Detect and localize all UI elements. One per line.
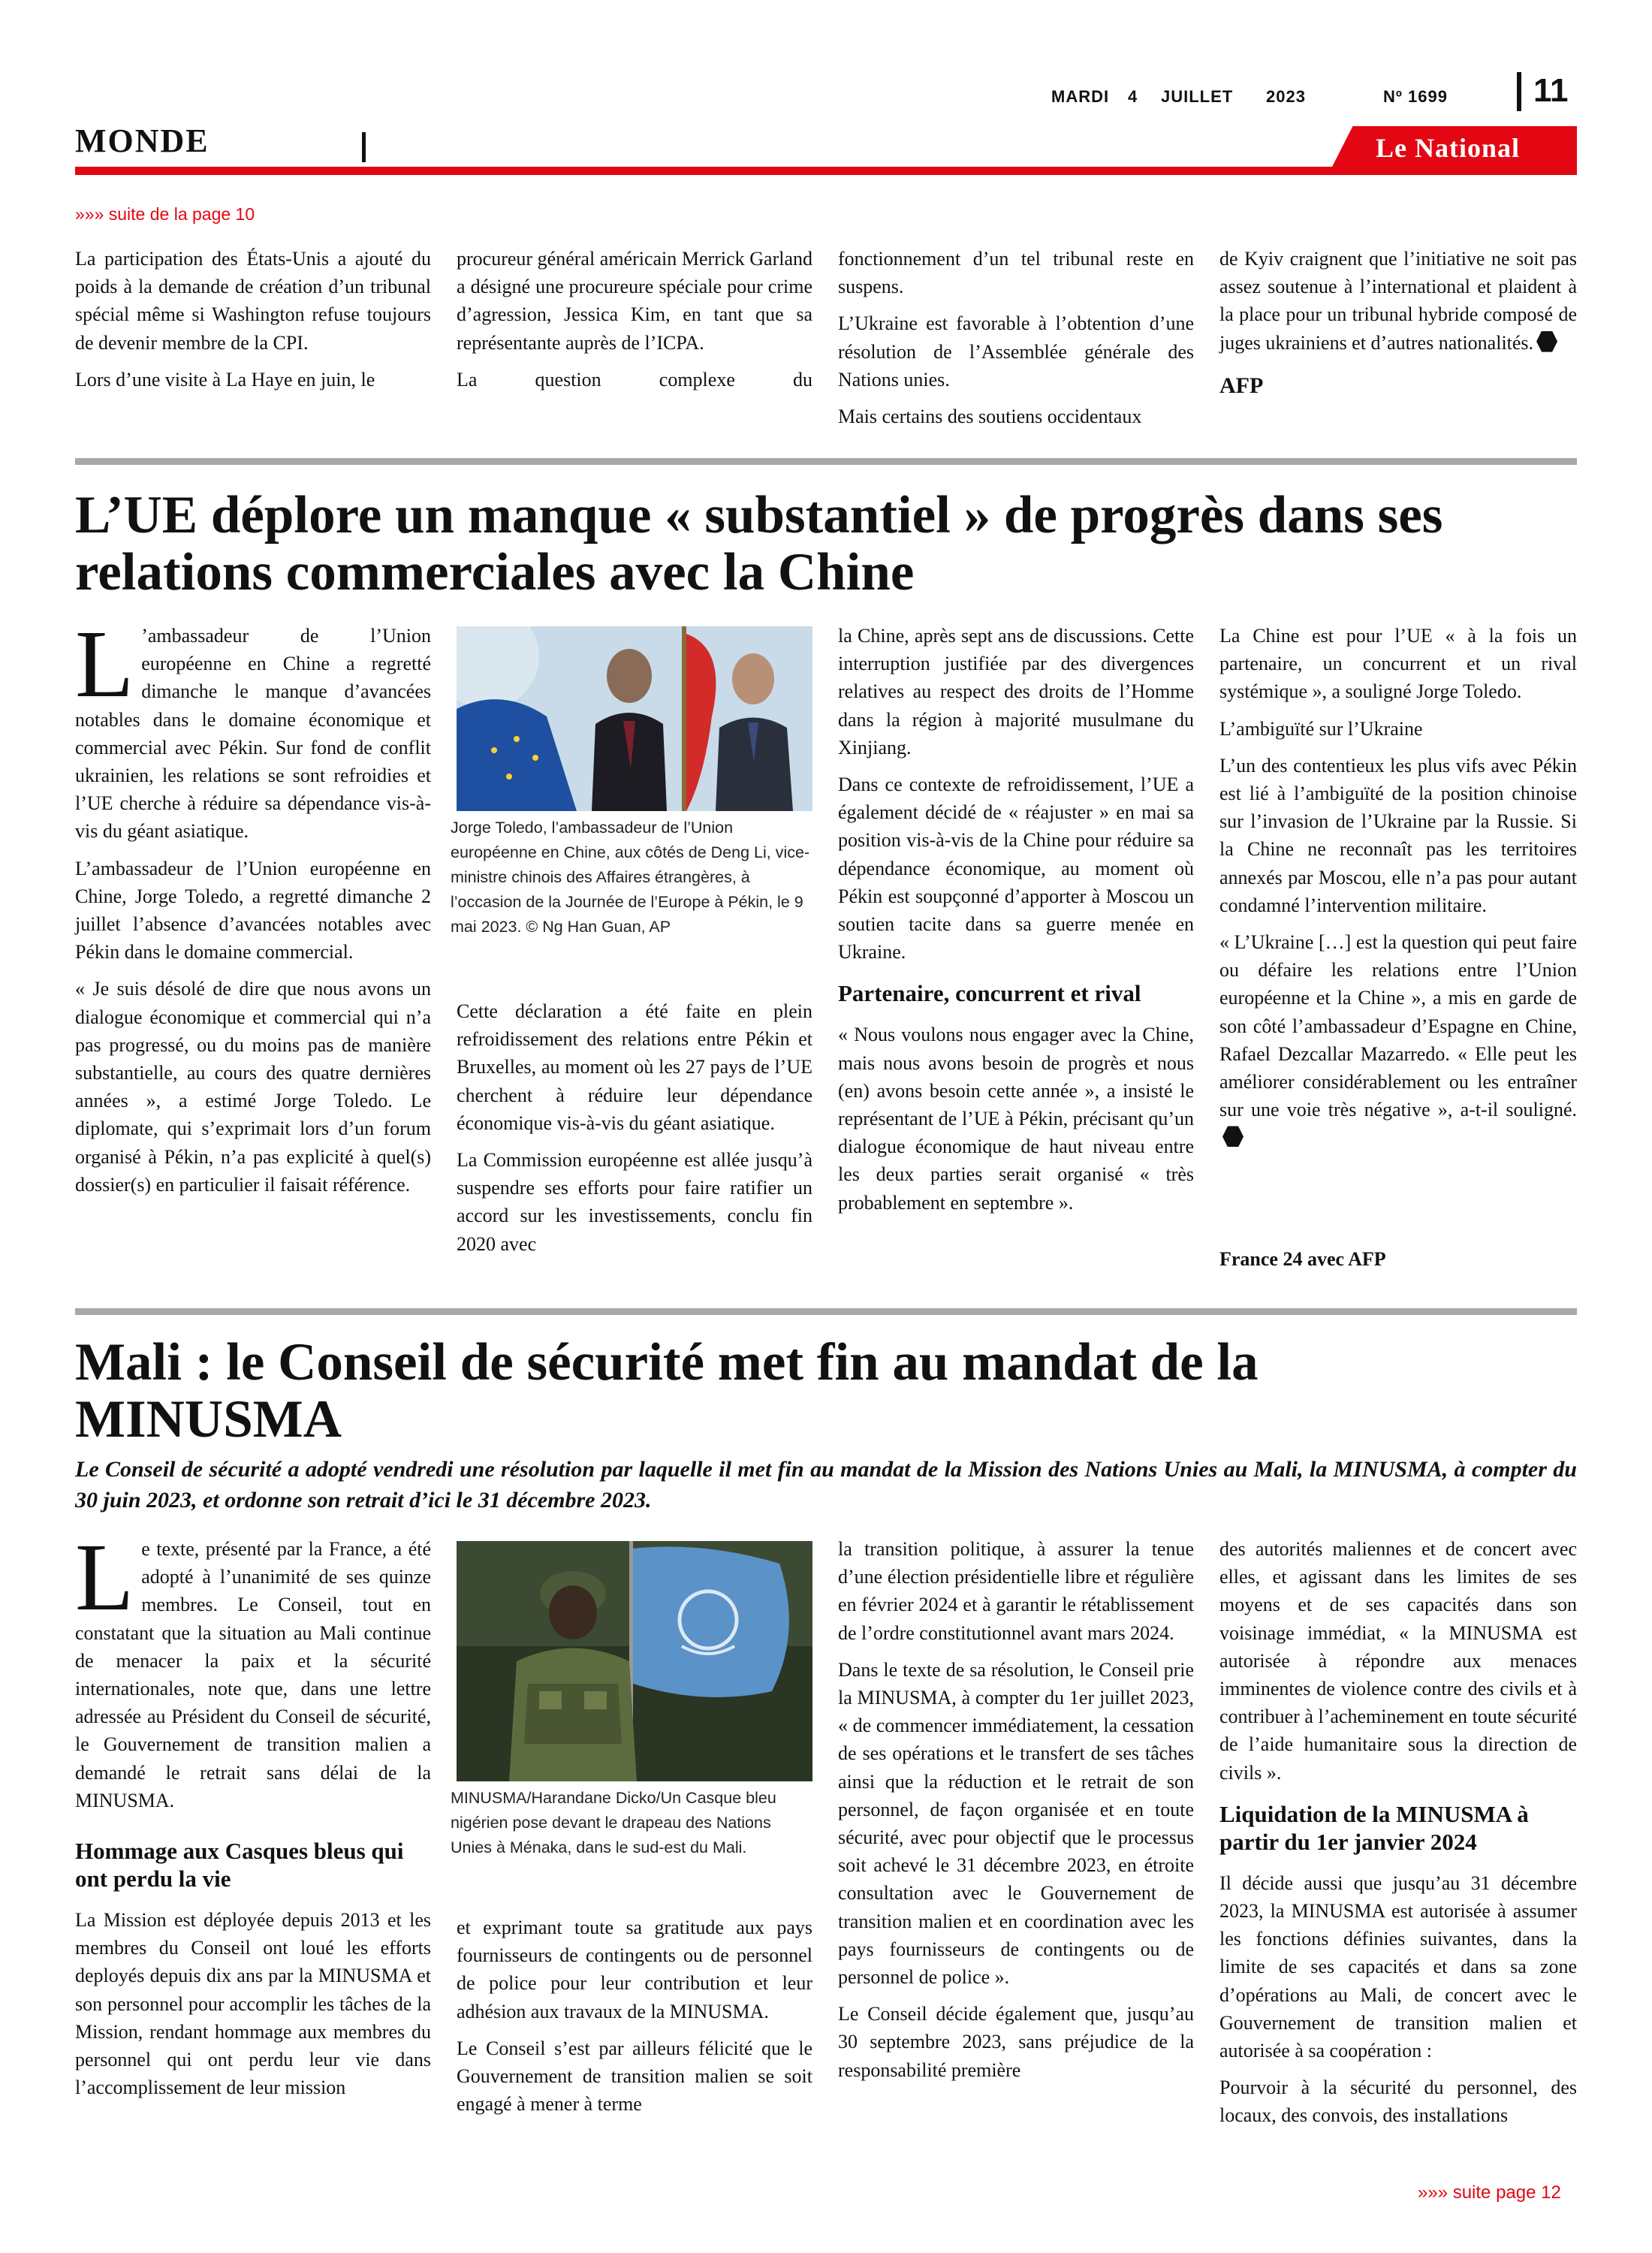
paragraph: L’un des contentieux les plus vifs avec Pékin est lié à l’ambiguïté de la position chinoise sur l’invasion de l’Ukraine par la Russie. Si la Chine ne reconnaît pas les territoires annexés par Moscou, elle n’a pas pour autant condamné l’intervention militaire. — [1219, 754, 1577, 916]
paragraph: et exprimant toute sa gratitude aux pays fournisseurs de contingents ou de personnel de police pour leur contribution et leur adhésion aux travaux de la MINUSMA. — [457, 1917, 812, 2022]
paragraph: L’ambassadeur de l’Union européenne en Chine, Jorge Toledo, a regretté dimanche 2 juillet l’absence d’avancées notables avec Pékin dans le domaine commercial. — [75, 857, 431, 964]
article2-column-3 — [838, 1535, 1194, 2093]
article-photo — [457, 626, 812, 811]
article1-column-1 — [75, 611, 431, 1208]
paragraph: Mais certains des soutiens occidentaux — [838, 406, 1142, 428]
article1-column-4 — [1219, 622, 1577, 1161]
brand-name: Le National — [1376, 133, 1521, 163]
paragraph: « Je suis désolé de dire que nous avons un dialogue économique et commercial qui n’a pas progressé, ou du moins pas de manière substantielle, au cours des quatre dernières années », a estimé Jorge Toledo. Le diplomate, qui s’exprimait lors d’un forum organisé à Pékin, n’a pas explicité à quel(s) dossier(s) en particulier il faisait référence. — [75, 978, 431, 1196]
paragraph: La question complexe du — [457, 368, 812, 391]
paragraph: La Commission européenne est allée jusqu’à suspendre ses efforts pour faire ratifier un accord sur les investissements, conclu fin 2020 avec — [457, 1149, 812, 1255]
article2-column-2 — [457, 1914, 812, 2127]
photo-caption: MINUSMA/Harandane Dicko/Un Casque bleu nigérien pose devant le drapeau des Nations Unies à Ménaka, dans le sud-est du Mali. — [451, 1789, 776, 1856]
article2-column-4 — [1219, 1535, 1577, 2139]
article-signature: France 24 avec AFP — [1219, 1248, 1386, 1270]
continued-on-label: »»» suite page 12 — [1418, 2182, 1561, 2203]
article-signature: AFP — [1219, 372, 1264, 398]
peacekeeper-photo-illustration — [457, 1541, 812, 1781]
paragraph: de Kyiv craignent que l’initiative ne soit pas assez soutenue à l’international et plaident à la place pour un tribunal hybride composé de juges ukrainiens et d’autres nationalités. — [1219, 248, 1577, 354]
paragraph: ’ambassadeur de l’Union européenne en Chine a regretté dimanche le manque d’avancées notables dans le domaine économique et commercial avec Pékin. Sur fond de conflit ukrainien, les relations se sont refroidies et l’UE cherche à réduire sa dépendance vis-à-vis du géant asiatique. — [75, 625, 431, 843]
end-of-article-icon — [1536, 331, 1557, 352]
article-title: L’UE déplore un manque « substantiel » de progrès dans ses relations commerciales avec la Chine — [75, 486, 1443, 602]
drop-cap: L — [75, 611, 134, 717]
continued-from-label: »»» suite de la page 10 — [75, 204, 255, 224]
header-date-number: 4 — [1128, 87, 1138, 106]
header-month: JUILLET — [1161, 87, 1234, 106]
paragraph: La Chine est pour l’UE « à la fois un partenaire, un concurrent et un rival systémique », a souligné Jorge Toledo. — [1219, 625, 1577, 703]
issue-number: Nº 1699 — [1383, 87, 1448, 106]
paragraph: fonctionnement d’un tel tribunal reste en suspens. — [838, 248, 1194, 298]
paragraph: la Chine, après sept ans de discussions. Cette interruption justifiée par des divergences relatives au respect des droits de l’Homme dans la région à majorité musulmane du Xinjiang. — [838, 625, 1194, 759]
paragraph: « Nous voulons nous engager avec la Chine, mais nous avons besoin de progrès et nous (en) avons besoin cette année », a insisté le représentant de l’UE à Pékin, précisant qu’un dialogue économique de haut niveau entre les deux parties serait organisé « très probablement en septembre ». — [838, 1024, 1194, 1214]
article-title: Mali : le Conseil de sécurité met fin au mandat de la MINUSMA — [75, 1333, 1259, 1449]
article1-column-3 — [838, 622, 1194, 1226]
photo-caption: Jorge Toledo, l’ambassadeur de l’Union européenne en Chine, aux côtés de Deng Li, vice-ministre chinois des Affaires étrangères, à l’occasion de la Journée de l’Europe à Pékin, le 9 mai 2023. © Ng Han Guan, AP — [451, 819, 810, 936]
paragraph: des autorités maliennes et de concert avec elles, et agissant dans les limites de ses moyens et de ses capacités dans son voisinage immédiat, « la MINUSMA est autorisée à répondre aux menaces imminentes de violence contre des civils et à contribuer à l’acheminement en toute sécurité de l’aide humanitaire sous la direction de civils ». — [1219, 1538, 1577, 1784]
paragraph: e texte, présenté par la France, a été adopté à l’unanimité de ses quinze membres. Le Conseil, tout en constatant que la situation au Mali continue de menacer la paix et la sécurité internationales, note que, dans une lettre adressée au Président du Conseil de sécurité, le Gouvernement de transition malien a demandé le retrait sans délai de la MINUSMA. — [75, 1538, 431, 1811]
end-of-article-icon — [1222, 1126, 1244, 1147]
paragraph: L’Ukraine est favorable à l’obtention d’une résolution de l’Assemblée générale des Nations unies. — [838, 312, 1194, 391]
paragraph: Le Conseil s’est par ailleurs félicité que le Gouvernement de transition malien se soit engagé à mener à terme — [457, 2037, 812, 2116]
continuation-column-2 — [457, 245, 812, 403]
paragraph: Dans ce contexte de refroidissement, l’UE a également décidé de « réajuster » en mai sa position vis-à-vis de la Chine pour réduire sa dépendance économique, au moment où Pékin est soupçonné d’apporter à Moscou un soutien tacite dans sa guerre menée en Ukraine. — [838, 774, 1194, 964]
continuation-column-3 — [838, 245, 1194, 439]
paragraph: La Mission est déployée depuis 2013 et les membres du Conseil ont loué les efforts deployés depuis dix ans par la MINUSMA et son personnel pour accomplir les tâches de la Mission, rendant hommage aux membres du personnel qui ont perdu leur vie dans l’accomplissement de leur mission — [75, 1909, 431, 2099]
article1-column-2 — [457, 997, 812, 1267]
page-number: 11 — [1533, 72, 1569, 109]
subheading: Liquidation de la MINUSMA à partir du 1er janvier 2024 — [1219, 1800, 1529, 1855]
continuation-column-4 — [1219, 245, 1577, 409]
paragraph: Dans le texte de sa résolution, le Conseil prie la MINUSMA, à compter du 1er juillet 2023, « de commencer immédiatement, la cessation de ses opérations et le transfert de ses tâches ainsi que la réduction et le retrait de son personnel, de façon organisée et en toute sécurité, avec pour objectif que le processus soit achevé le 31 décembre 2023, en étroite consultation avec le Gouvernement de transition malien et en coordination avec les pays fournisseurs de contingents ou de personnel de police ». — [838, 1658, 1194, 1989]
paragraph: La participation des États-Unis a ajouté du poids à la demande de création d’un tribunal spécial même si Washington refuse toujours de devenir membre de la CPI. — [75, 248, 431, 354]
subheading: Partenaire, concurrent et rival — [838, 980, 1141, 1007]
paragraph: Cette déclaration a été faite en plein refroidissement des relations entre Pékin et Bruxelles, au moment où les 27 pays de l’UE cherchent à réduire leur dépendance économique vis-à-vis du géant asiatique. — [457, 1000, 812, 1134]
article-separator — [75, 1308, 1577, 1315]
continuation-column-1 — [75, 245, 431, 403]
paragraph: Pourvoir à la sécurité du personnel, des locaux, des convois, des installations — [1219, 2077, 1577, 2127]
paragraph: « L’Ukraine […] est la question qui peut faire ou défaire les relations entre l’Union européenne et la Chine », a mis en garde de son côté l’ambassadeur d’Espagne en Chine, Rafael Dezcallar Mazarredo. « Elle peut les améliorer considérablement ou les entraîner sur une voie très négative », a-t-il souligné. — [1219, 931, 1577, 1121]
drop-cap: L — [75, 1524, 134, 1630]
subheading: Hommage aux Casques bleus qui ont perdu la vie — [75, 1838, 404, 1893]
article-separator — [75, 458, 1577, 465]
paragraph: la transition politique, à assurer la tenue d’une élection présidentielle libre et régulière en février 2024 et à garantir le rétablissement de l’ordre constitutionnel avant mars 2024. — [838, 1538, 1194, 1644]
diplomats-photo-illustration — [457, 626, 812, 811]
header-year: 2023 — [1266, 87, 1306, 106]
section-divider — [362, 132, 366, 162]
paragraph: procureur général américain Merrick Garland a désigné une procureure spéciale pour crime d’agression, Jessica Kim, en tant que sa représentante auprès de l’ICPA. — [457, 248, 812, 354]
article-photo — [457, 1541, 812, 1781]
article2-column-1 — [75, 1524, 431, 2110]
paragraph: Il décide aussi que jusqu’au 31 décembre 2023, la MINUSMA est autorisée à assumer les fonctions définies suivantes, dans la limite de ses capacités et dans sa zone d’opérations au Mali, de concert avec le Gouvernement de transition malien et autorisée à sa coopération : — [1219, 1871, 1577, 2062]
paragraph: Lors d’une visite à La Haye en juin, le — [75, 368, 375, 391]
header-day: MARDI — [1051, 87, 1110, 106]
article-lead: Le Conseil de sécurité a adopté vendredi une résolution par laquelle il met fin au mandat de la Mission des Nations Unies au Mali, la MINUSMA, à compter du 30 juin 2023, et ordonne son retrait d’ici le 31 décembre 2023. — [75, 1457, 1577, 1513]
section-title: MONDE — [75, 122, 210, 159]
inline-subheading: L’ambiguïté sur l’Ukraine — [1219, 717, 1423, 740]
page-number-divider — [1517, 72, 1521, 111]
paragraph: Le Conseil décide également que, jusqu’au 30 septembre 2023, sans préjudice de la responsabilité première — [838, 2003, 1194, 2081]
